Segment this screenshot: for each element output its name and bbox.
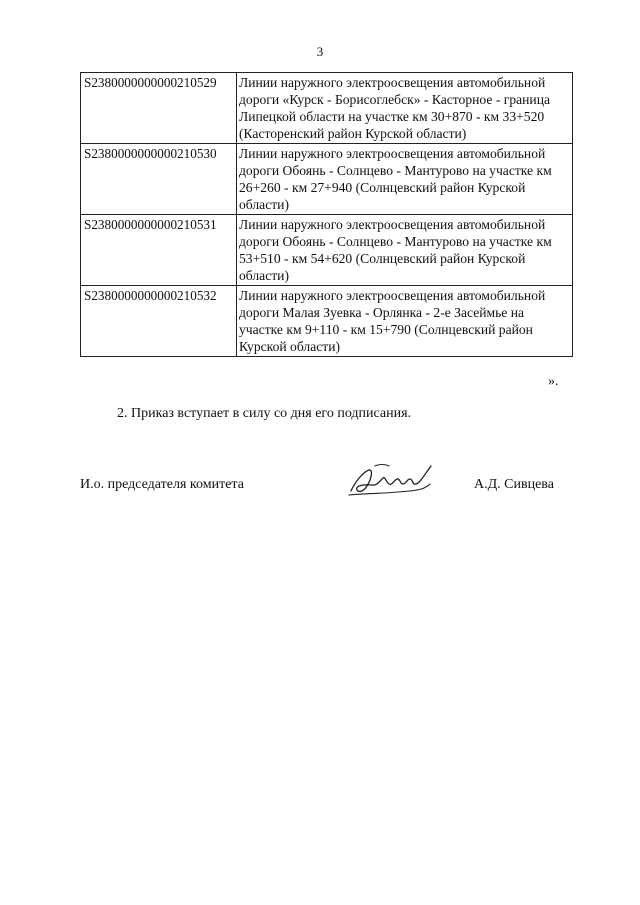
object-code: S2380000000000210529 xyxy=(81,73,237,144)
codes-table xyxy=(80,72,573,357)
page-number: 3 xyxy=(316,44,324,59)
closing-quote: ». xyxy=(548,374,559,389)
table-row xyxy=(81,215,573,286)
table-row xyxy=(81,73,573,144)
object-code: S2380000000000210530 xyxy=(81,144,237,215)
object-code: S2380000000000210531 xyxy=(81,215,237,286)
table-row xyxy=(81,144,573,215)
signer-name: А.Д. Сивцева xyxy=(474,477,554,492)
object-description: Линии наружного электроосвещения автомобильной дороги «Курск - Борисоглебск» - Касторное - граница Липецкой области на участке км 30+870 - км 33+520 (Касторенский район Курской области) xyxy=(237,73,573,144)
paragraph-effective-date: 2. Приказ вступает в силу со дня его подписания. xyxy=(117,406,412,421)
handwritten-signature xyxy=(345,460,437,500)
object-description: Линии наружного электроосвещения автомобильной дороги Обоянь - Солнцево - Мантурово на участке км 53+510 - км 54+620 (Солнцевский район Курской области) xyxy=(237,215,573,286)
object-description: Линии наружного электроосвещения автомобильной дороги Малая Зуевка - Орлянка - 2-е Засеймье на участке км 9+110 - км 15+790 (Солнцевский район Курской области) xyxy=(237,286,573,357)
signer-title: И.о. председателя комитета xyxy=(80,477,244,492)
table-row xyxy=(81,286,573,357)
object-code: S2380000000000210532 xyxy=(81,286,237,357)
object-description: Линии наружного электроосвещения автомобильной дороги Обоянь - Солнцево - Мантурово на участке км 26+260 - км 27+940 (Солнцевский район Курской области) xyxy=(237,144,573,215)
